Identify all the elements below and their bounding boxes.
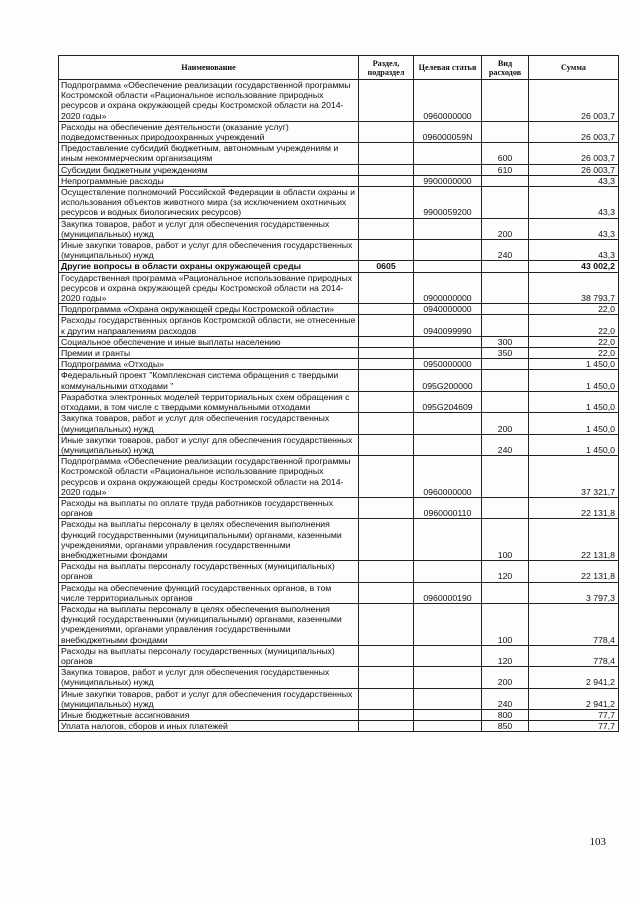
cell-section bbox=[359, 709, 414, 720]
cell-target: 0960000110 bbox=[414, 497, 482, 518]
header-kind: Вид расходов bbox=[482, 56, 529, 80]
cell-sum: 22 131,8 bbox=[529, 497, 619, 518]
cell-section bbox=[359, 434, 414, 455]
cell-kind: 610 bbox=[482, 164, 529, 175]
budget-table bbox=[58, 55, 619, 732]
cell-name: Иные бюджетные ассигнования bbox=[59, 709, 359, 720]
cell-target bbox=[414, 240, 482, 261]
cell-sum: 26 003,7 bbox=[529, 80, 619, 122]
cell-name: Подпрограмма «Обеспечение реализации государственной программы Костромской области «Рациональное использование природных ресурсов и охрана окружающей среды Костромской области на 2014-2020 годы» bbox=[59, 80, 359, 122]
cell-name: Непрограммные расходы bbox=[59, 175, 359, 186]
cell-kind: 300 bbox=[482, 336, 529, 347]
cell-target: 9900000000 bbox=[414, 175, 482, 186]
cell-section bbox=[359, 143, 414, 164]
cell-sum: 22,0 bbox=[529, 304, 619, 315]
cell-sum: 2 941,2 bbox=[529, 688, 619, 709]
cell-kind: 600 bbox=[482, 143, 529, 164]
cell-name: Иные закупки товаров, работ и услуг для обеспечения государственных (муниципальных) нужд bbox=[59, 240, 359, 261]
cell-kind bbox=[482, 391, 529, 412]
cell-name: Расходы на выплаты персоналу государственных (муниципальных) органов bbox=[59, 561, 359, 582]
table-row bbox=[59, 709, 619, 720]
cell-target: 0940000000 bbox=[414, 304, 482, 315]
cell-kind: 120 bbox=[482, 645, 529, 666]
cell-name: Предоставление субсидий бюджетным, автономным учреждениям и иным некоммерческим организациям bbox=[59, 143, 359, 164]
cell-kind bbox=[482, 315, 529, 336]
cell-sum: 43,3 bbox=[529, 175, 619, 186]
cell-sum: 43,3 bbox=[529, 187, 619, 219]
cell-sum: 77,7 bbox=[529, 709, 619, 720]
table-row bbox=[59, 240, 619, 261]
cell-target: 0900000000 bbox=[414, 272, 482, 304]
cell-section: 0605 bbox=[359, 261, 414, 272]
cell-section bbox=[359, 561, 414, 582]
cell-name: Государственная программа «Рациональное использование природных ресурсов и охрана окружающей среды Костромской области на 2014-2020 годы» bbox=[59, 272, 359, 304]
cell-section bbox=[359, 272, 414, 304]
cell-kind: 850 bbox=[482, 721, 529, 732]
cell-name: Уплата налогов, сборов и иных платежей bbox=[59, 721, 359, 732]
cell-kind: 120 bbox=[482, 561, 529, 582]
cell-kind: 800 bbox=[482, 709, 529, 720]
cell-sum: 22 131,8 bbox=[529, 561, 619, 582]
cell-target: 0960000000 bbox=[414, 456, 482, 498]
cell-target bbox=[414, 164, 482, 175]
cell-name: Расходы на выплаты персоналу государственных (муниципальных) органов bbox=[59, 645, 359, 666]
cell-section bbox=[359, 336, 414, 347]
cell-sum: 1 450,0 bbox=[529, 359, 619, 370]
cell-section bbox=[359, 603, 414, 645]
cell-section bbox=[359, 370, 414, 391]
table-row bbox=[59, 218, 619, 239]
table-row bbox=[59, 272, 619, 304]
cell-target bbox=[414, 721, 482, 732]
cell-kind: 100 bbox=[482, 519, 529, 561]
cell-sum: 77,7 bbox=[529, 721, 619, 732]
cell-target: 0950000000 bbox=[414, 359, 482, 370]
cell-sum: 3 797,3 bbox=[529, 582, 619, 603]
cell-section bbox=[359, 688, 414, 709]
table-row bbox=[59, 688, 619, 709]
cell-sum: 22,0 bbox=[529, 336, 619, 347]
cell-kind: 200 bbox=[482, 218, 529, 239]
table-row bbox=[59, 261, 619, 272]
cell-sum: 38 793,7 bbox=[529, 272, 619, 304]
table-header-row bbox=[59, 56, 619, 80]
cell-kind bbox=[482, 304, 529, 315]
cell-target bbox=[414, 434, 482, 455]
cell-section bbox=[359, 456, 414, 498]
cell-target bbox=[414, 603, 482, 645]
cell-name: Осуществление полномочий Российской Федерации в области охраны и использования объектов животного мира (за исключением охотничьих ресурсов и водных биологических ресурсов) bbox=[59, 187, 359, 219]
cell-kind bbox=[482, 370, 529, 391]
cell-name: Подпрограмма «Охрана окружающей среды Костромской области» bbox=[59, 304, 359, 315]
cell-target: 096000059N bbox=[414, 121, 482, 142]
cell-section bbox=[359, 497, 414, 518]
table-row bbox=[59, 391, 619, 412]
cell-section bbox=[359, 645, 414, 666]
table-row bbox=[59, 434, 619, 455]
cell-sum: 778,4 bbox=[529, 645, 619, 666]
cell-section bbox=[359, 348, 414, 359]
table-row bbox=[59, 80, 619, 122]
table-row bbox=[59, 164, 619, 175]
cell-sum: 22,0 bbox=[529, 315, 619, 336]
page-number: 103 bbox=[589, 836, 606, 848]
cell-kind: 240 bbox=[482, 240, 529, 261]
cell-sum: 43,3 bbox=[529, 218, 619, 239]
cell-kind: 100 bbox=[482, 603, 529, 645]
cell-target: 9900059200 bbox=[414, 187, 482, 219]
cell-name: Расходы на обеспечение деятельности (оказание услуг) подведомственных природоохранных учреждений bbox=[59, 121, 359, 142]
table-row bbox=[59, 667, 619, 688]
cell-target bbox=[414, 143, 482, 164]
cell-sum: 26 003,7 bbox=[529, 121, 619, 142]
cell-target bbox=[414, 667, 482, 688]
cell-section bbox=[359, 667, 414, 688]
table-row bbox=[59, 645, 619, 666]
table-row bbox=[59, 456, 619, 498]
table-row bbox=[59, 519, 619, 561]
cell-kind bbox=[482, 582, 529, 603]
header-target: Целевая статья bbox=[414, 56, 482, 80]
cell-kind bbox=[482, 80, 529, 122]
cell-section bbox=[359, 240, 414, 261]
cell-sum: 1 450,0 bbox=[529, 413, 619, 434]
cell-kind bbox=[482, 121, 529, 142]
table-row bbox=[59, 121, 619, 142]
cell-target bbox=[414, 218, 482, 239]
cell-kind: 350 bbox=[482, 348, 529, 359]
cell-section bbox=[359, 721, 414, 732]
cell-name: Подпрограмма «Отходы» bbox=[59, 359, 359, 370]
cell-kind bbox=[482, 497, 529, 518]
cell-name: Расходы государственных органов Костромской области, не отнесенные к другим направлениям расходов bbox=[59, 315, 359, 336]
cell-name: Субсидии бюджетным учреждениям bbox=[59, 164, 359, 175]
cell-section bbox=[359, 519, 414, 561]
cell-section bbox=[359, 187, 414, 219]
cell-section bbox=[359, 391, 414, 412]
table-row bbox=[59, 304, 619, 315]
cell-sum: 1 450,0 bbox=[529, 391, 619, 412]
cell-kind bbox=[482, 456, 529, 498]
cell-sum: 778,4 bbox=[529, 603, 619, 645]
cell-sum: 43 002,2 bbox=[529, 261, 619, 272]
cell-sum: 26 003,7 bbox=[529, 143, 619, 164]
cell-name: Расходы на обеспечение функций государственных органов, в том числе территориальных органов bbox=[59, 582, 359, 603]
cell-name: Иные закупки товаров, работ и услуг для обеспечения государственных (муниципальных) нужд bbox=[59, 688, 359, 709]
cell-target: 0960000000 bbox=[414, 80, 482, 122]
cell-target bbox=[414, 413, 482, 434]
cell-kind bbox=[482, 359, 529, 370]
cell-target bbox=[414, 519, 482, 561]
cell-section bbox=[359, 164, 414, 175]
table-row bbox=[59, 721, 619, 732]
cell-name: Расходы на выплаты персоналу в целях обеспечения выполнения функций государственными (муниципальными) органами, казенными учреждениями, органами управления государственными внебюджетными фондами bbox=[59, 603, 359, 645]
table-row bbox=[59, 143, 619, 164]
table-row bbox=[59, 315, 619, 336]
header-section: Раздел, подраздел bbox=[359, 56, 414, 80]
cell-target bbox=[414, 561, 482, 582]
cell-section bbox=[359, 218, 414, 239]
cell-target bbox=[414, 336, 482, 347]
cell-name: Подпрограмма «Обеспечение реализации государственной программы Костромской области «Рациональное использование природных ресурсов и охрана окружающей среды Костромской области на 2014-2020 годы» bbox=[59, 456, 359, 498]
header-name: Наименование bbox=[59, 56, 359, 80]
cell-kind: 240 bbox=[482, 434, 529, 455]
cell-target bbox=[414, 261, 482, 272]
cell-section bbox=[359, 359, 414, 370]
header-sum: Сумма bbox=[529, 56, 619, 80]
cell-name: Расходы на выплаты по оплате труда работников государственных органов bbox=[59, 497, 359, 518]
table-row bbox=[59, 370, 619, 391]
cell-name: Федеральный проект "Комплексная система обращения с твердыми коммунальными отходами " bbox=[59, 370, 359, 391]
table-row bbox=[59, 582, 619, 603]
table-row bbox=[59, 603, 619, 645]
cell-sum: 37 321,7 bbox=[529, 456, 619, 498]
table-row bbox=[59, 561, 619, 582]
cell-sum: 22,0 bbox=[529, 348, 619, 359]
cell-target: 0960000190 bbox=[414, 582, 482, 603]
cell-section bbox=[359, 315, 414, 336]
cell-name: Премии и гранты bbox=[59, 348, 359, 359]
cell-sum: 1 450,0 bbox=[529, 370, 619, 391]
cell-target bbox=[414, 688, 482, 709]
table-row bbox=[59, 497, 619, 518]
table-row bbox=[59, 359, 619, 370]
table-row bbox=[59, 348, 619, 359]
cell-sum: 43,3 bbox=[529, 240, 619, 261]
cell-section bbox=[359, 80, 414, 122]
cell-sum: 2 941,2 bbox=[529, 667, 619, 688]
table-row bbox=[59, 187, 619, 219]
cell-section bbox=[359, 121, 414, 142]
table-body bbox=[59, 80, 619, 732]
cell-target bbox=[414, 348, 482, 359]
cell-sum: 26 003,7 bbox=[529, 164, 619, 175]
cell-target bbox=[414, 645, 482, 666]
cell-kind: 240 bbox=[482, 688, 529, 709]
cell-name: Закупка товаров, работ и услуг для обеспечения государственных (муниципальных) нужд bbox=[59, 218, 359, 239]
cell-sum: 22 131,8 bbox=[529, 519, 619, 561]
cell-section bbox=[359, 413, 414, 434]
cell-target: 0940099990 bbox=[414, 315, 482, 336]
cell-kind bbox=[482, 261, 529, 272]
cell-name: Другие вопросы в области охраны окружающей среды bbox=[59, 261, 359, 272]
cell-section bbox=[359, 582, 414, 603]
cell-kind bbox=[482, 187, 529, 219]
table-row bbox=[59, 413, 619, 434]
budget-table-sheet bbox=[58, 55, 618, 732]
table-row bbox=[59, 175, 619, 186]
cell-target: 095G200000 bbox=[414, 370, 482, 391]
cell-name: Социальное обеспечение и иные выплаты населению bbox=[59, 336, 359, 347]
table-row bbox=[59, 336, 619, 347]
cell-kind bbox=[482, 272, 529, 304]
cell-kind bbox=[482, 175, 529, 186]
cell-name: Закупка товаров, работ и услуг для обеспечения государственных (муниципальных) нужд bbox=[59, 667, 359, 688]
cell-target bbox=[414, 709, 482, 720]
cell-name: Иные закупки товаров, работ и услуг для обеспечения государственных (муниципальных) нужд bbox=[59, 434, 359, 455]
cell-kind: 200 bbox=[482, 413, 529, 434]
cell-section bbox=[359, 175, 414, 186]
cell-section bbox=[359, 304, 414, 315]
cell-name: Разработка электронных моделей территориальных схем обращения с отходами, в том числе с твердыми коммунальными отходами bbox=[59, 391, 359, 412]
cell-name: Расходы на выплаты персоналу в целях обеспечения выполнения функций государственными (муниципальными) органами, казенными учреждениями, органами управления государственными внебюджетными фондами bbox=[59, 519, 359, 561]
cell-target: 095G204609 bbox=[414, 391, 482, 412]
cell-name: Закупка товаров, работ и услуг для обеспечения государственных (муниципальных) нужд bbox=[59, 413, 359, 434]
cell-kind: 200 bbox=[482, 667, 529, 688]
cell-sum: 1 450,0 bbox=[529, 434, 619, 455]
